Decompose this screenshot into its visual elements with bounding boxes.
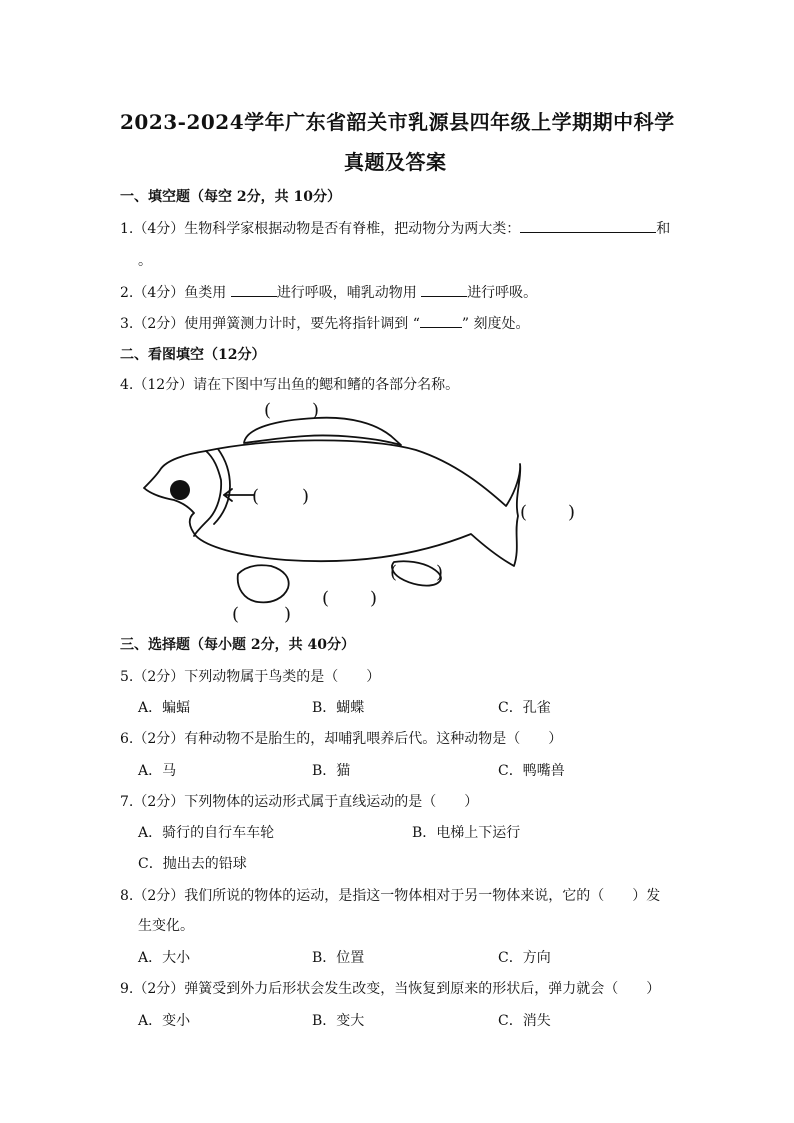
q7-option-b[interactable]: B．电梯上下运行	[412, 825, 521, 841]
question-2	[120, 282, 537, 302]
anal-fin	[392, 561, 444, 585]
question-7: 7.（2分）下列物体的运动形式属于直线运动的是（ ）	[120, 794, 479, 810]
q8-option-c[interactable]: C．方向	[498, 950, 551, 966]
question-4: 4.（12分）请在下图中写出鱼的鳃和鳍的各部分名称。	[120, 377, 460, 393]
fish-diagram	[136, 398, 596, 626]
question-8: 8.（2分）我们所说的物体的运动，是指这一物体相对于另一物体来说，它的（ ）发	[120, 888, 661, 904]
label-paren-dorsal-close: )	[312, 400, 320, 421]
question-6: 6.（2分）有种动物不是胎生的，却哺乳喂养后代。这种动物是（ ）	[120, 731, 563, 747]
q6-option-b[interactable]: B．猫	[312, 763, 351, 779]
label-paren-gill-close: )	[302, 486, 310, 507]
section-fill-blank: 一、填空题（每空 2分，共 10分）	[120, 189, 341, 205]
label-paren-pelvic-close: )	[284, 604, 292, 625]
label-paren-anal-close: )	[436, 562, 444, 583]
q5-option-c[interactable]: C．孔雀	[498, 700, 551, 716]
pelvic-fin	[238, 565, 289, 602]
q5-option-b[interactable]: B．蝴蝶	[312, 700, 365, 716]
question-1	[120, 218, 670, 238]
q9-option-b[interactable]: B．变大	[312, 1013, 365, 1029]
section-choice: 三、选择题（每小题 2分，共 40分）	[120, 637, 355, 653]
q8-option-b[interactable]: B．位置	[312, 950, 365, 966]
q7-option-c[interactable]: C．抛出去的铅球	[138, 856, 247, 872]
label-paren-gill-open: (	[252, 486, 260, 507]
q8-option-a[interactable]: A．大小	[138, 950, 191, 966]
q2-part-c: 进行呼吸。	[467, 285, 538, 301]
q7-option-a[interactable]: A．骑行的自行车车轮	[138, 825, 275, 841]
question-3	[120, 313, 529, 333]
section-diagram: 二、看图填空（12分）	[120, 347, 266, 363]
q6-option-a[interactable]: A．马	[138, 763, 177, 779]
page-title: 2023-2024学年广东省韶关市乳源县四年级上学期期中科学	[120, 110, 675, 134]
label-paren-pectoral-open: (	[322, 588, 330, 609]
fish-body	[144, 440, 520, 566]
q1-text: 1.（4分）生物科学家根据动物是否有脊椎，把动物分为两大类：	[120, 221, 521, 237]
q2-part-a: 2.（4分）鱼类用	[120, 285, 231, 301]
q3-part-a: 3.（2分）使用弹簧测力计时，要先将指针调到 “	[120, 316, 420, 332]
q1-end: 。	[138, 253, 152, 269]
question-8-cont: 生变化。	[138, 918, 194, 934]
label-paren-dorsal-open: (	[264, 400, 272, 421]
fish-eye	[170, 480, 190, 500]
question-9: 9.（2分）弹簧受到外力后形状会发生改变，当恢复到原来的形状后，弹力就会（ ）	[120, 981, 661, 997]
question-5: 5.（2分）下列动物属于鸟类的是（ ）	[120, 669, 381, 685]
label-paren-tail-close: )	[568, 502, 576, 523]
q1-blank-1[interactable]	[520, 218, 656, 233]
q1-and: 和	[656, 221, 671, 237]
q2-blank-1[interactable]	[231, 282, 277, 297]
label-paren-tail-open: (	[520, 502, 528, 523]
label-paren-anal-open: (	[390, 562, 398, 583]
label-paren-pelvic-open: (	[232, 604, 240, 625]
q9-option-c[interactable]: C．消失	[498, 1013, 551, 1029]
q2-part-b: 进行呼吸，哺乳动物用	[276, 285, 422, 301]
q5-option-a[interactable]: A．蝙蝠	[138, 700, 191, 716]
q6-option-c[interactable]: C．鸭嘴兽	[498, 763, 565, 779]
q9-option-a[interactable]: A．变小	[138, 1013, 191, 1029]
q3-part-b: ” 刻度处。	[461, 316, 530, 332]
q3-blank[interactable]	[420, 313, 462, 328]
label-paren-pectoral-close: )	[370, 588, 378, 609]
page-title-line2: 真题及答案	[344, 150, 447, 174]
q2-blank-2[interactable]	[421, 282, 467, 297]
gill-cover	[194, 451, 221, 536]
